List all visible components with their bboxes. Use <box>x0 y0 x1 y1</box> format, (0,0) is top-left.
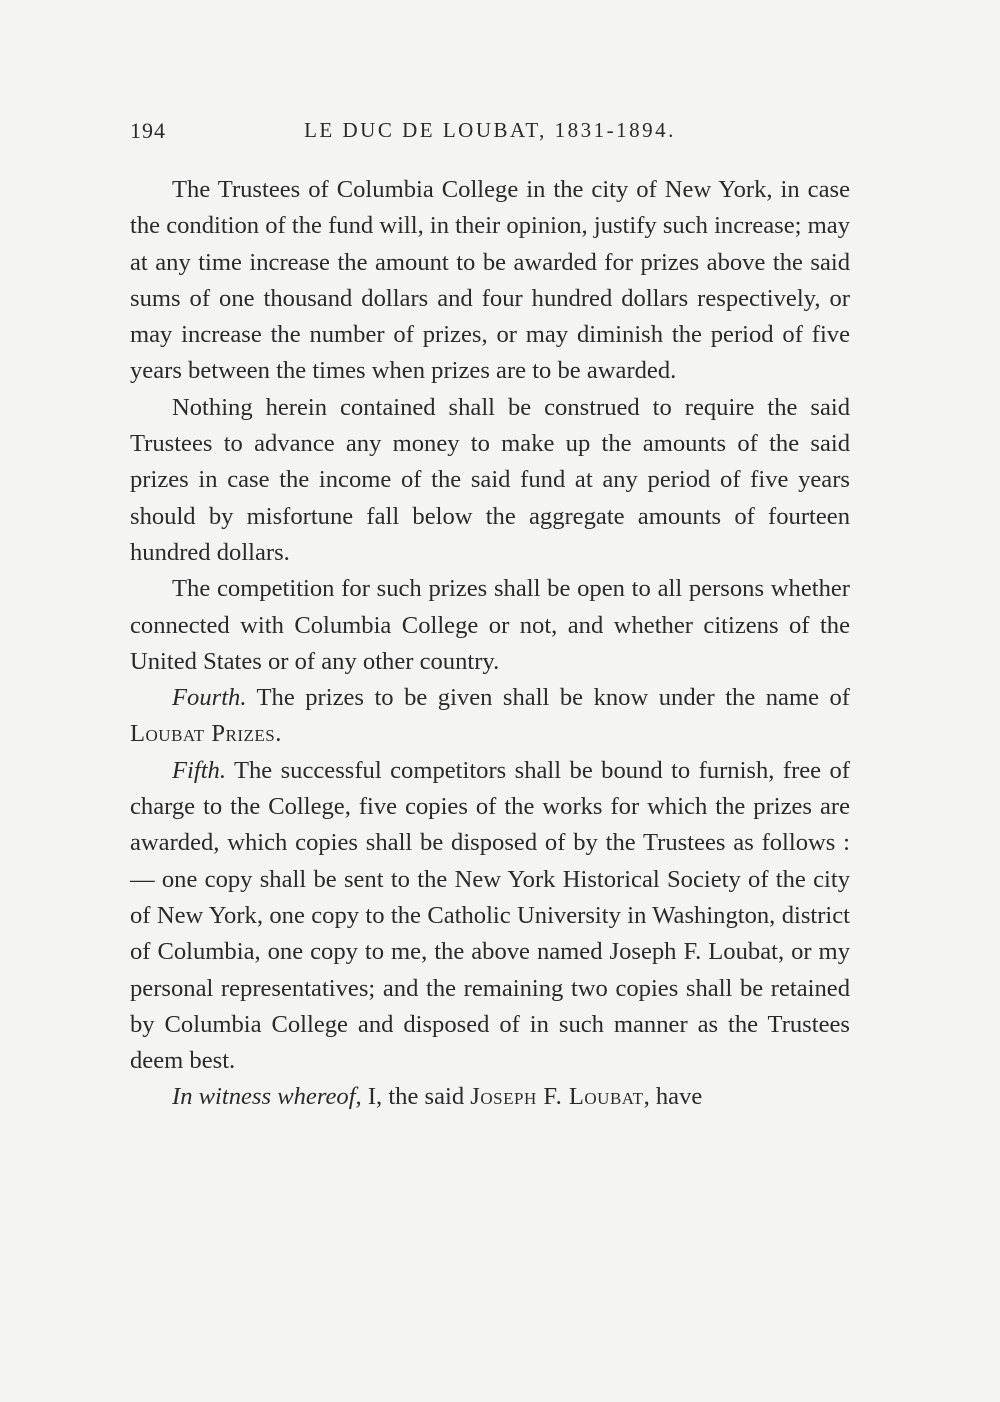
running-title: LE DUC DE LOUBAT, 1831-1894. <box>304 118 676 142</box>
fifth-text: The successful competitors shall be bound to furnish, free of charge to the College, five copies of the works for which the prizes are awarded, which copies shall be disposed of by the Trustees as follows : — one copy shall be sent to the New York Historical Society of the city of New York, one copy to the Catholic University in Washington, district of Columbia, one copy to me, the above named Joseph F. Loubat, or my personal representatives; and the remaining two copies shall be retained by Columbia College and disposed of in such manner as the Trustees deem best. <box>130 756 850 1075</box>
paragraph-trustees-increase: The Trustees of Columbia College in the city of New York, in case the condition of the fund will, in their opinion, justify such increase; may at any time increase the amount to be awarded for prizes above the said sums of one thousand dollars and four hundred dollars respectively, or may increase the number of prizes, or may diminish the period of five years between the times when prizes are to be awarded. <box>130 176 850 385</box>
witness-text-2: , have <box>643 1083 703 1111</box>
paragraph-no-advance: Nothing herein contained shall be construed to require the said Trustees to advance any money to make up the amounts of the said prizes in case the income of the said fund at any period of five years should by misfortune fall below the aggregate amounts of fourteen hundred dollars. <box>130 393 850 566</box>
fourth-end: . <box>275 720 282 748</box>
fifth-lead: Fifth. <box>172 756 226 784</box>
body-text <box>130 172 850 1116</box>
paragraph-competition: The competition for such prizes shall be open to all persons whether connected with Columbia College or not, and whether citizens of the United States or of any other country. <box>130 575 850 675</box>
fourth-text: The prizes to be given shall be know under the name of <box>246 684 850 712</box>
running-head <box>130 118 850 154</box>
fourth-lead: Fourth. <box>172 684 247 712</box>
paragraph-fifth <box>130 753 850 1080</box>
prize-name: Loubat Prizes <box>130 720 276 748</box>
witness-text-1: I, the said <box>361 1083 471 1111</box>
witness-lead: In witness whereof, <box>172 1083 362 1111</box>
paragraph-witness <box>130 1079 850 1115</box>
signatory-name: Joseph F. Loubat <box>470 1083 644 1111</box>
page-number: 194 <box>130 118 166 143</box>
paragraph-fourth <box>130 680 850 753</box>
